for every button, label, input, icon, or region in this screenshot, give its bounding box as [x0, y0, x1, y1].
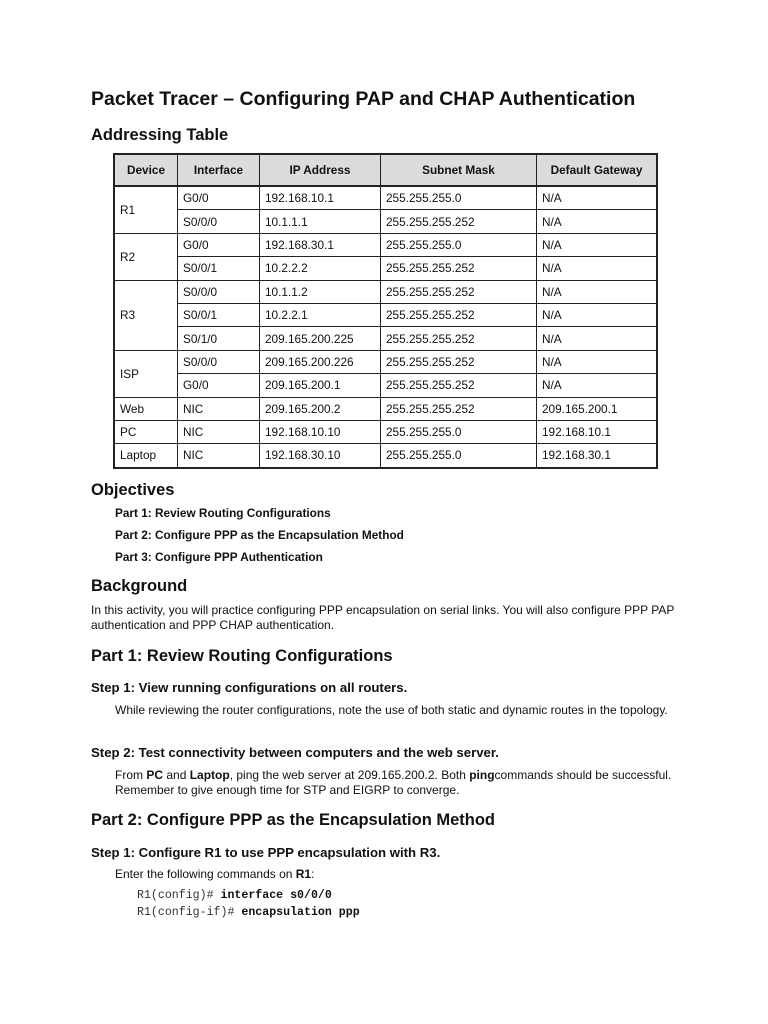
cli-prompt: R1(config-if)# [137, 906, 242, 919]
mask-cell: 255.255.255.0 [381, 444, 537, 468]
cli-command: encapsulation ppp [241, 906, 360, 919]
column-header-default-gateway: Default Gateway [537, 154, 658, 186]
device-cell: PC [114, 420, 178, 443]
device-cell: R2 [114, 233, 178, 280]
mask-cell: 255.255.255.252 [381, 350, 537, 373]
table-row [114, 420, 657, 443]
part2-step1-text: Enter the following commands on R1: [115, 867, 315, 881]
table-row [114, 444, 657, 468]
code-line [137, 889, 332, 902]
part1-heading: Part 1: Review Routing Configurations [91, 647, 393, 665]
column-header-device: Device [114, 154, 178, 186]
pc-label: PC [146, 768, 164, 782]
interface-cell: G0/0 [178, 186, 260, 210]
mask-cell: 255.255.255.252 [381, 374, 537, 397]
interface-cell: S0/0/0 [178, 350, 260, 373]
interface-cell: S0/0/1 [178, 303, 260, 326]
gateway-cell: N/A [537, 327, 658, 350]
interface-cell: S0/0/1 [178, 257, 260, 280]
background-text: In this activity, you will practice configuring PPP encapsulation on serial links. You will also configure PPP PAP authentication and PPP CHAP authentication. [91, 603, 675, 632]
interface-cell: G0/0 [178, 233, 260, 256]
column-header-ip-address: IP Address [260, 154, 381, 186]
interface-cell: NIC [178, 444, 260, 468]
objective-item: Part 3: Configure PPP Authentication [115, 550, 323, 564]
part2-heading: Part 2: Configure PPP as the Encapsulation Method [91, 811, 496, 829]
mask-cell: 255.255.255.252 [381, 303, 537, 326]
cli-prompt: R1(config)# [137, 889, 221, 902]
table-row [114, 257, 657, 280]
table-row [114, 397, 657, 420]
background-heading: Background [91, 577, 188, 595]
column-header-interface: Interface [178, 154, 260, 186]
code-line [137, 906, 360, 919]
table-row [114, 210, 657, 233]
ping-label: ping [469, 768, 495, 782]
device-cell: ISP [114, 350, 178, 397]
table-row [114, 280, 657, 303]
addressing-table-heading: Addressing Table [91, 126, 229, 144]
device-cell: R3 [114, 280, 178, 350]
part2-step1-heading: Step 1: Configure R1 to use PPP encapsulation with R3. [91, 845, 441, 860]
ip-cell: 209.165.200.2 [260, 397, 381, 420]
column-header-subnet-mask: Subnet Mask [381, 154, 537, 186]
part1-step2-text: From PC and Laptop, ping the web server at 209.165.200.2. Both pingcommands should be successful. Remember to give enough time for STP and EIGRP to converge. [115, 768, 672, 797]
addressing-table [113, 153, 658, 469]
gateway-cell: N/A [537, 350, 658, 373]
gateway-cell: N/A [537, 257, 658, 280]
ip-cell: 192.168.30.10 [260, 444, 381, 468]
part1-step1-heading: Step 1: View running configurations on all routers. [91, 680, 408, 695]
interface-cell: S0/1/0 [178, 327, 260, 350]
laptop-label: Laptop [189, 768, 230, 782]
ip-cell: 10.2.2.2 [260, 257, 381, 280]
objective-item: Part 2: Configure PPP as the Encapsulation Method [115, 528, 404, 542]
cli-command: interface s0/0/0 [220, 889, 332, 902]
table-row [114, 374, 657, 397]
part1-step1-text: While reviewing the router configurations, note the use of both static and dynamic routes in the topology. [115, 703, 668, 717]
mask-cell: 255.255.255.0 [381, 420, 537, 443]
ip-cell: 10.2.2.1 [260, 303, 381, 326]
table-row [114, 350, 657, 373]
r1-label: R1 [295, 867, 312, 881]
mask-cell: 255.255.255.0 [381, 186, 537, 210]
mask-cell: 255.255.255.252 [381, 257, 537, 280]
ip-cell: 209.165.200.226 [260, 350, 381, 373]
ip-cell: 192.168.30.1 [260, 233, 381, 256]
interface-cell: S0/0/0 [178, 280, 260, 303]
gateway-cell: 209.165.200.1 [537, 397, 658, 420]
gateway-cell: N/A [537, 374, 658, 397]
table-row [114, 327, 657, 350]
gateway-cell: 192.168.10.1 [537, 420, 658, 443]
table-row [114, 186, 657, 210]
interface-cell: S0/0/0 [178, 210, 260, 233]
mask-cell: 255.255.255.252 [381, 327, 537, 350]
gateway-cell: 192.168.30.1 [537, 444, 658, 468]
gateway-cell: N/A [537, 303, 658, 326]
device-cell: Web [114, 397, 178, 420]
mask-cell: 255.255.255.252 [381, 397, 537, 420]
mask-cell: 255.255.255.0 [381, 233, 537, 256]
gateway-cell: N/A [537, 280, 658, 303]
objectives-heading: Objectives [91, 481, 175, 499]
objective-item: Part 1: Review Routing Configurations [115, 506, 331, 520]
table-row [114, 233, 657, 256]
table-header-row [114, 154, 657, 186]
interface-cell: NIC [178, 397, 260, 420]
ip-cell: 209.165.200.225 [260, 327, 381, 350]
gateway-cell: N/A [537, 186, 658, 210]
ip-cell: 10.1.1.1 [260, 210, 381, 233]
ip-cell: 209.165.200.1 [260, 374, 381, 397]
mask-cell: 255.255.255.252 [381, 280, 537, 303]
interface-cell: G0/0 [178, 374, 260, 397]
gateway-cell: N/A [537, 210, 658, 233]
ip-cell: 10.1.1.2 [260, 280, 381, 303]
table-row [114, 303, 657, 326]
mask-cell: 255.255.255.252 [381, 210, 537, 233]
device-cell: R1 [114, 186, 178, 233]
part1-step2-heading: Step 2: Test connectivity between computers and the web server. [91, 745, 499, 760]
interface-cell: NIC [178, 420, 260, 443]
gateway-cell: N/A [537, 233, 658, 256]
ip-cell: 192.168.10.1 [260, 186, 381, 210]
ip-cell: 192.168.10.10 [260, 420, 381, 443]
page-title: Packet Tracer – Configuring PAP and CHAP Authentication [91, 88, 636, 110]
device-cell: Laptop [114, 444, 178, 468]
